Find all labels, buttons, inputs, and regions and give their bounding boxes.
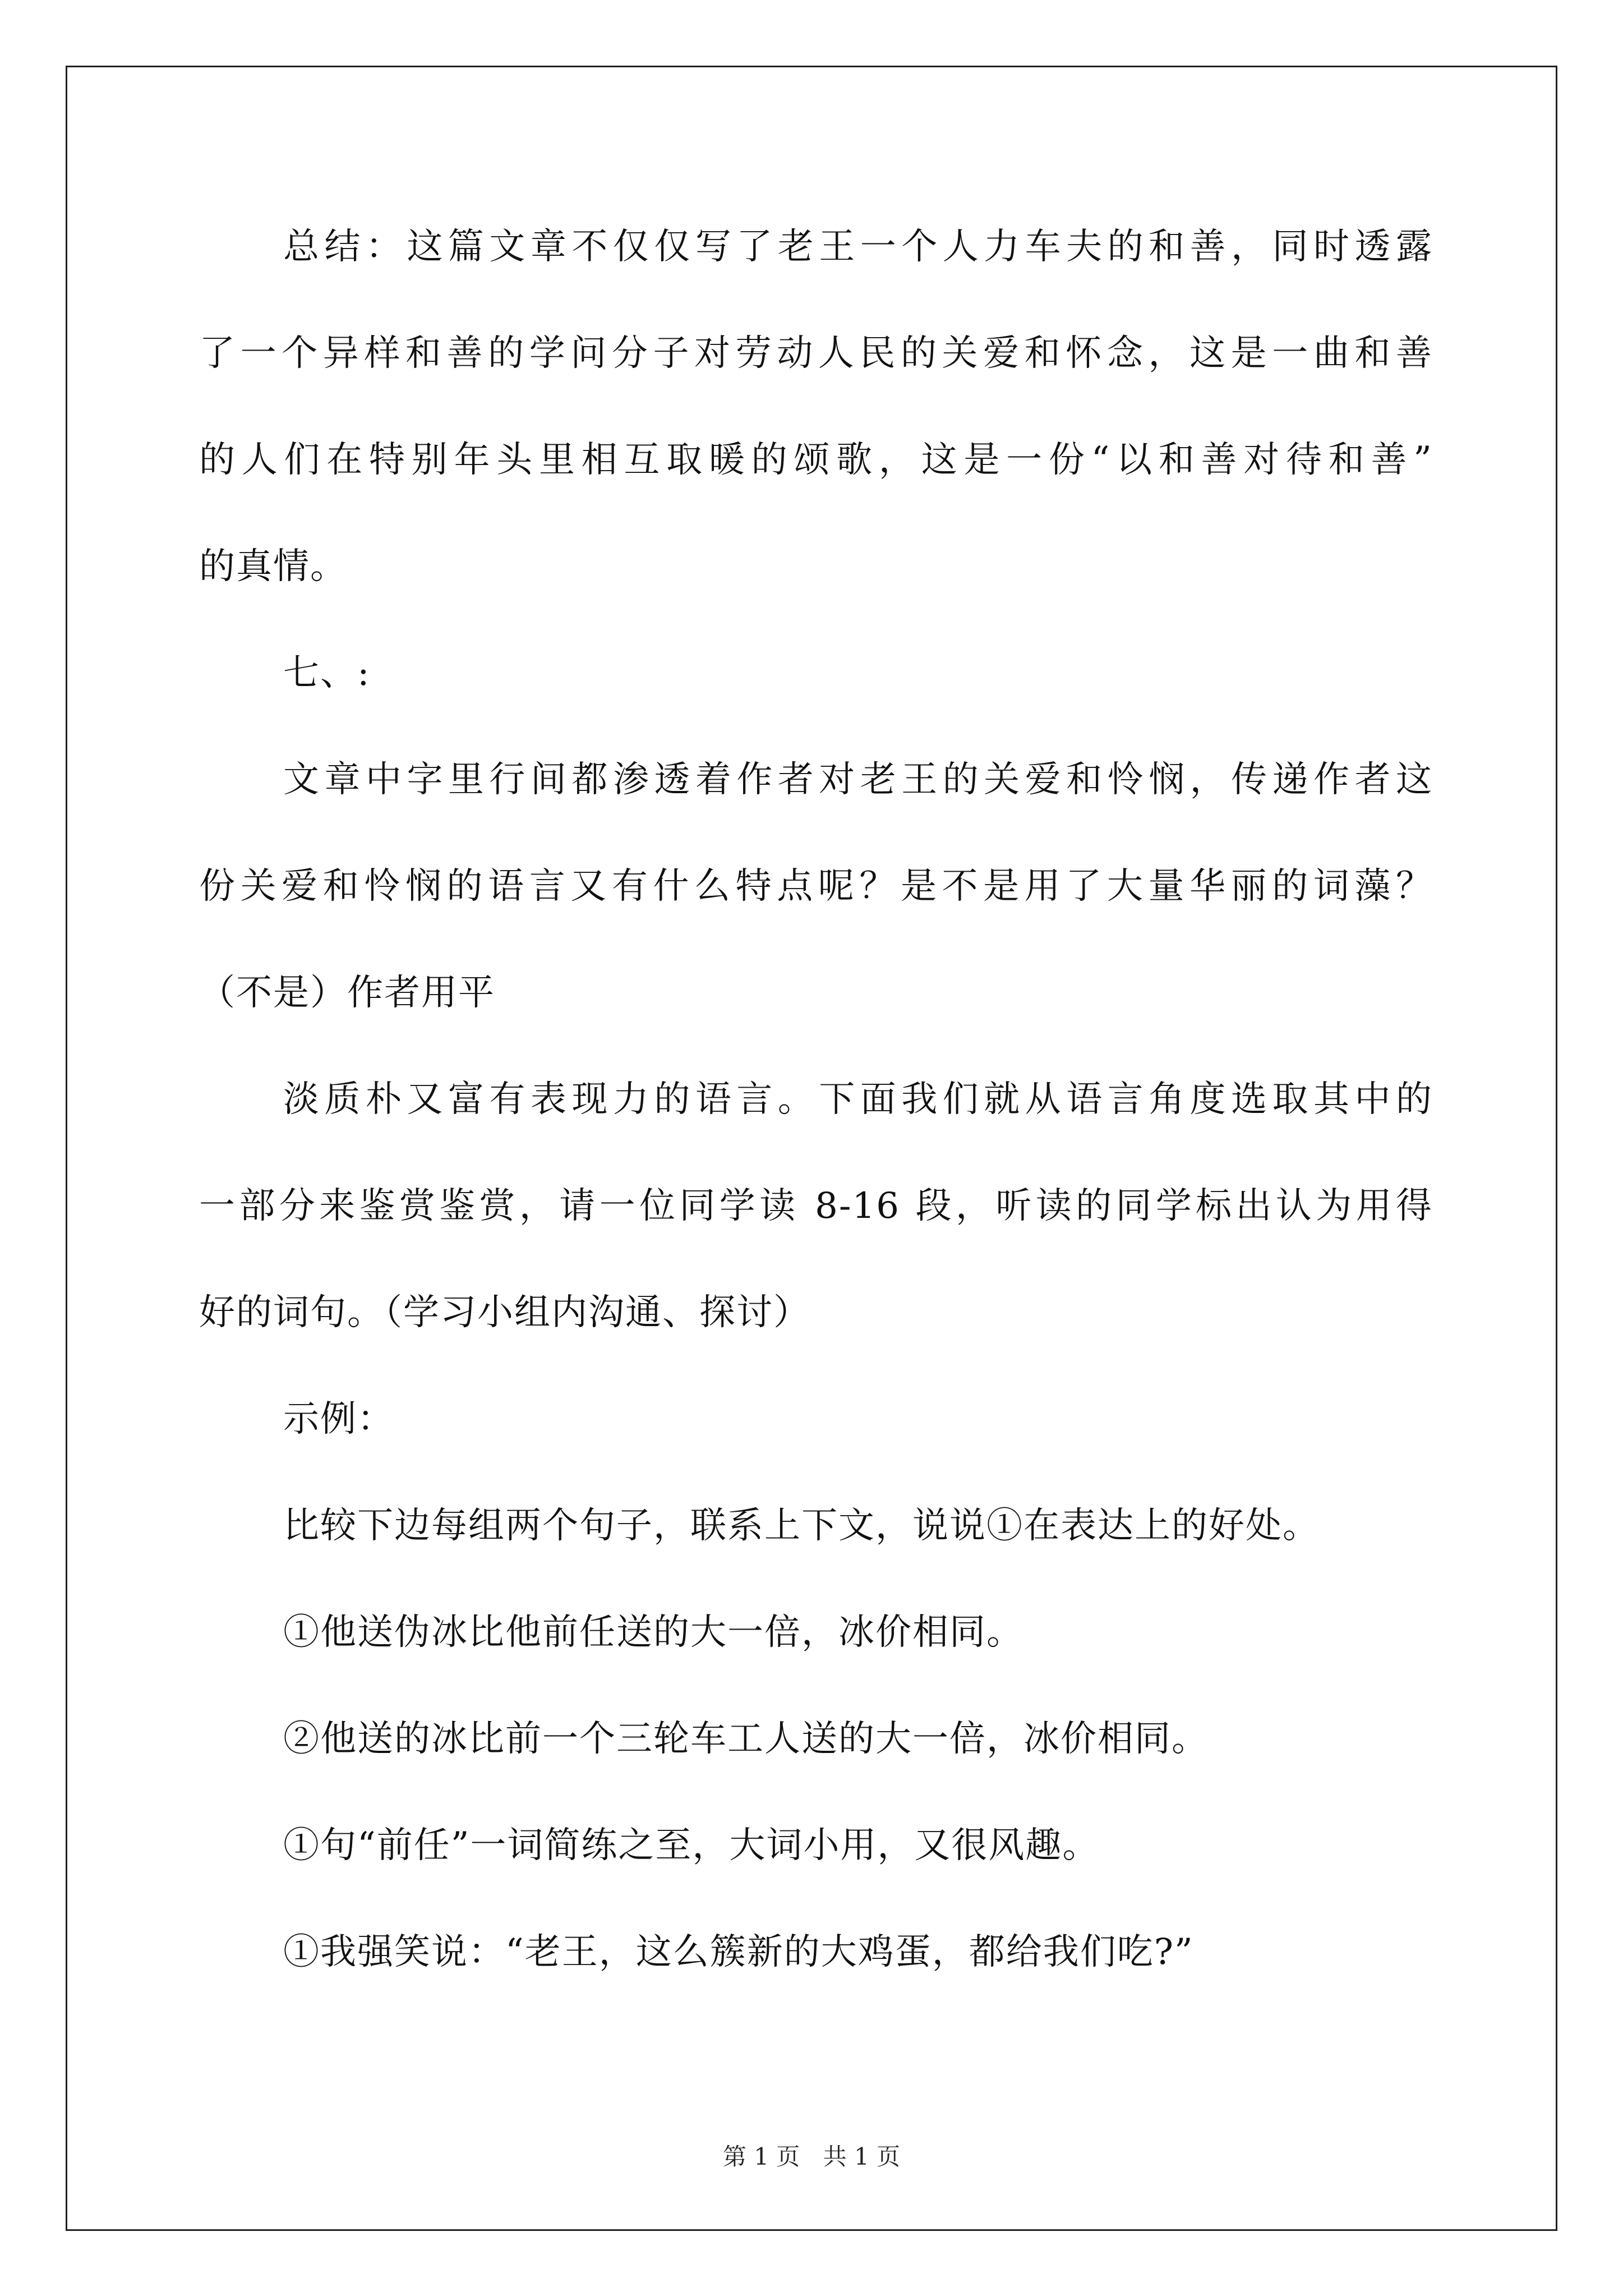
example-heading: 示例： bbox=[283, 1398, 394, 1440]
section-heading-seven: 七、: bbox=[283, 652, 371, 694]
page-number: 第 1 页 bbox=[722, 2143, 800, 2170]
example-analysis: ①句“前任”一词简练之至，大词小用，又很风趣。 bbox=[283, 1825, 1100, 1866]
paragraph-language-line-1: 文章中字里行间都渗透着作者对老王的关爱和怜悯，传递作者这 bbox=[283, 759, 1433, 800]
example-sentence-1: ①他送伪冰比他前任送的大一倍，冰价相同。 bbox=[283, 1612, 1023, 1653]
page-footer bbox=[0, 2140, 1623, 2174]
paragraph-appreciation-line-1: 淡质朴又富有表现力的语言。下面我们就从语言角度选取其中的 bbox=[283, 1079, 1433, 1120]
page-border bbox=[66, 66, 1557, 2231]
paragraph-language-line-2: 份关爱和怜悯的语言又有什么特点呢？是不是用了大量华丽的词藻？ bbox=[199, 866, 1433, 907]
example-instruction: 比较下边每组两个句子，联系上下文，说说①在表达上的好处。 bbox=[283, 1505, 1320, 1547]
paragraph-summary-line-4: 的真情。 bbox=[199, 546, 347, 587]
page-total: 共 1 页 bbox=[823, 2143, 901, 2170]
paragraph-summary-line-2: 了一个异样和善的学问分子对劳动人民的关爱和怀念，这是一曲和善 bbox=[199, 333, 1433, 374]
paragraph-summary-line-3: 的人们在特别年头里相互取暖的颂歌，这是一份“以和善对待和善” bbox=[199, 439, 1433, 481]
paragraph-summary-line-1: 总结：这篇文章不仅仅写了老王一个人力车夫的和善，同时透露 bbox=[283, 226, 1433, 268]
paragraph-appreciation-line-3: 好的词句。（学习小组内沟通、探讨） bbox=[199, 1292, 810, 1333]
example-sentence-2: ②他送的冰比前一个三轮车工人送的大一倍，冰价相同。 bbox=[283, 1718, 1209, 1760]
paragraph-language-line-3: （不是）作者用平 bbox=[199, 972, 495, 1014]
paragraph-appreciation-line-2: 一部分来鉴赏鉴赏，请一位同学读 8-16 段，听读的同学标出认为用得 bbox=[199, 1185, 1433, 1227]
example-sentence-3: ①我强笑说：“老王，这么簇新的大鸡蛋，都给我们吃?” bbox=[283, 1931, 1194, 1973]
